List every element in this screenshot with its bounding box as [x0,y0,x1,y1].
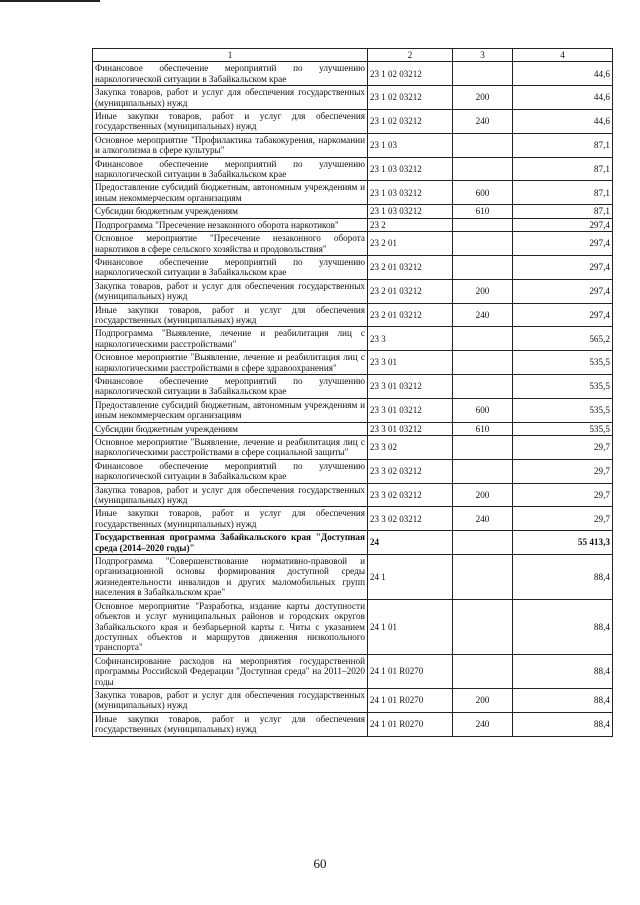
row-type-cell [453,255,513,279]
table-row [93,351,613,375]
row-code-cell: 23 3 01 03212 [368,422,453,435]
table-row [93,654,613,688]
row-code-cell: 24 1 01 R0270 [368,712,453,736]
row-code-cell: 23 1 03 [368,133,453,157]
table-row [93,205,613,218]
row-type-cell [453,157,513,181]
row-name-cell: Закупка товаров, работ и услуг для обеспечения государственных (муниципальных) нужд [93,483,368,507]
table-row [93,398,613,422]
table-row [93,555,613,600]
row-type-cell: 200 [453,483,513,507]
row-type-cell: 200 [453,279,513,303]
row-amount-cell: 88,4 [513,688,613,712]
table-row [93,531,613,555]
row-name-cell: Основное мероприятие "Пресечение незаконного оборота наркотиков в сфере сельского хозяйства и продовольствия" [93,232,368,256]
row-type-cell [453,327,513,351]
row-code-cell: 24 1 01 R0270 [368,688,453,712]
row-amount-cell: 29,7 [513,507,613,531]
row-type-cell: 610 [453,205,513,218]
row-amount-cell: 87,1 [513,133,613,157]
row-name-cell: Подпрограмма "Выявление, лечение и реабилитация лиц с наркологическими расстройствами" [93,327,368,351]
row-name-cell: Основное мероприятие "Разработка, издание карты доступности объектов и услуг муниципальных районов и городских округов Забайкальского края и безбарьерной карты г. Читы с указанием доступных объектов и маршрутов движения низкопольного транспорта" [93,599,368,654]
row-name-cell: Финансовое обеспечение мероприятий по улучшению наркологической ситуации в Забайкальском крае [93,157,368,181]
row-amount-cell: 535,5 [513,398,613,422]
row-amount-cell: 535,5 [513,422,613,435]
table-row [93,327,613,351]
row-type-cell [453,374,513,398]
table-row [93,232,613,256]
header-col-2: 2 [368,49,453,62]
table-header-row [93,49,613,62]
row-code-cell: 23 2 01 [368,232,453,256]
row-name-cell: Субсидии бюджетным учреждениям [93,422,368,435]
row-type-cell [453,599,513,654]
table-row [93,374,613,398]
table-row [93,157,613,181]
row-name-cell: Иные закупки товаров, работ и услуг для обеспечения государственных (муниципальных) нужд [93,507,368,531]
row-code-cell: 23 2 [368,218,453,231]
row-code-cell: 24 [368,531,453,555]
row-type-cell: 610 [453,422,513,435]
row-name-cell: Основное мероприятие "Профилактика табакокурения, наркомании и алкоголизма в сфере культуры" [93,133,368,157]
row-type-cell: 240 [453,507,513,531]
row-amount-cell: 297,4 [513,232,613,256]
row-name-cell: Финансовое обеспечение мероприятий по улучшению наркологической ситуации в Забайкальском крае [93,62,368,86]
row-amount-cell: 55 413,3 [513,531,613,555]
row-amount-cell: 297,4 [513,279,613,303]
row-type-cell [453,62,513,86]
row-amount-cell: 29,7 [513,483,613,507]
row-amount-cell: 44,6 [513,86,613,110]
table-row [93,181,613,205]
row-amount-cell: 565,2 [513,327,613,351]
row-amount-cell: 87,1 [513,157,613,181]
row-amount-cell: 44,6 [513,110,613,134]
top-border-line [0,0,100,2]
table-row [93,62,613,86]
row-code-cell: 23 3 02 [368,436,453,460]
row-type-cell [453,436,513,460]
row-name-cell: Финансовое обеспечение мероприятий по улучшению наркологической ситуации в Забайкальском крае [93,459,368,483]
table-row [93,436,613,460]
row-code-cell: 23 3 [368,327,453,351]
row-amount-cell: 297,4 [513,218,613,231]
row-name-cell: Закупка товаров, работ и услуг для обеспечения государственных (муниципальных) нужд [93,86,368,110]
table-row [93,133,613,157]
row-code-cell: 23 1 03 03212 [368,205,453,218]
row-type-cell: 600 [453,181,513,205]
table-row [93,422,613,435]
row-name-cell: Основное мероприятие "Выявление, лечение и реабилитация лиц с наркологическими расстройствами в сфере социальной защиты" [93,436,368,460]
header-col-1: 1 [93,49,368,62]
row-name-cell: Подпрограмма "Пресечение незаконного оборота наркотиков" [93,218,368,231]
row-name-cell: Иные закупки товаров, работ и услуг для обеспечения государственных (муниципальных) нужд [93,712,368,736]
table-row [93,688,613,712]
row-name-cell: Закупка товаров, работ и услуг для обеспечения государственных (муниципальных) нужд [93,279,368,303]
page-number: 60 [313,856,327,871]
row-code-cell: 23 1 02 03212 [368,86,453,110]
row-amount-cell: 87,1 [513,181,613,205]
row-name-cell: Иные закупки товаров, работ и услуг для обеспечения государственных (муниципальных) нужд [93,110,368,134]
row-amount-cell: 535,5 [513,351,613,375]
table-row [93,459,613,483]
row-type-cell: 200 [453,688,513,712]
row-code-cell: 23 3 02 03212 [368,507,453,531]
row-type-cell [453,654,513,688]
row-name-cell: Иные закупки товаров, работ и услуг для обеспечения государственных (муниципальных) нужд [93,303,368,327]
row-amount-cell: 29,7 [513,436,613,460]
row-code-cell: 23 2 01 03212 [368,303,453,327]
row-name-cell: Основное мероприятие "Выявление, лечение и реабилитация лиц с наркологическими расстройствами в сфере здравоохранения" [93,351,368,375]
row-name-cell: Закупка товаров, работ и услуг для обеспечения государственных (муниципальных) нужд [93,688,368,712]
row-type-cell [453,218,513,231]
row-code-cell: 23 1 02 03212 [368,110,453,134]
row-code-cell: 24 1 01 [368,599,453,654]
table-row [93,218,613,231]
row-type-cell: 240 [453,110,513,134]
table-row [93,507,613,531]
row-code-cell: 23 3 02 03212 [368,459,453,483]
row-type-cell [453,351,513,375]
row-amount-cell: 44,6 [513,62,613,86]
row-amount-cell: 88,4 [513,712,613,736]
row-type-cell [453,459,513,483]
row-type-cell: 200 [453,86,513,110]
row-amount-cell: 87,1 [513,205,613,218]
row-type-cell [453,555,513,600]
row-code-cell: 23 1 03 03212 [368,181,453,205]
row-name-cell: Субсидии бюджетным учреждениям [93,205,368,218]
table-body [93,62,613,736]
budget-table [92,48,613,737]
table-row [93,303,613,327]
table-row [93,712,613,736]
row-type-cell [453,232,513,256]
header-col-3: 3 [453,49,513,62]
row-amount-cell: 535,5 [513,374,613,398]
row-amount-cell: 297,4 [513,255,613,279]
row-name-cell: Софинансирование расходов на мероприятия государственной программы Российской Федерации "Доступная среда" на 2011–2020 годы [93,654,368,688]
row-code-cell: 23 1 02 03212 [368,62,453,86]
table-row [93,110,613,134]
row-amount-cell: 88,4 [513,599,613,654]
row-type-cell [453,531,513,555]
row-amount-cell: 88,4 [513,555,613,600]
row-code-cell: 24 1 01 R0270 [368,654,453,688]
row-code-cell: 23 3 01 03212 [368,374,453,398]
row-code-cell: 23 3 02 03212 [368,483,453,507]
table-row [93,255,613,279]
row-type-cell: 240 [453,712,513,736]
table-row [93,483,613,507]
row-code-cell: 24 1 [368,555,453,600]
row-name-cell: Подпрограмма "Совершенствование нормативно-правовой и организационной основы формирования доступной среды жизнедеятельности инвалидов и других маломобильных групп населения в Забайкальском крае" [93,555,368,600]
table-row [93,279,613,303]
row-code-cell: 23 2 01 03212 [368,279,453,303]
row-code-cell: 23 3 01 03212 [368,398,453,422]
row-name-cell: Государственная программа Забайкальского края "Доступная среда (2014–2020 годы)" [93,531,368,555]
table-row [93,599,613,654]
row-name-cell: Предоставление субсидий бюджетным, автономным учреждениям и иным некоммерческим организациям [93,181,368,205]
row-name-cell: Финансовое обеспечение мероприятий по улучшению наркологической ситуации в Забайкальском крае [93,374,368,398]
table-row [93,86,613,110]
row-code-cell: 23 1 03 03212 [368,157,453,181]
row-type-cell: 240 [453,303,513,327]
row-amount-cell: 297,4 [513,303,613,327]
row-amount-cell: 29,7 [513,459,613,483]
row-code-cell: 23 2 01 03212 [368,255,453,279]
row-type-cell [453,133,513,157]
header-col-4: 4 [513,49,613,62]
row-type-cell: 600 [453,398,513,422]
row-name-cell: Предоставление субсидий бюджетным, автономным учреждениям и иным некоммерческим организациям [93,398,368,422]
row-code-cell: 23 3 01 [368,351,453,375]
row-name-cell: Финансовое обеспечение мероприятий по улучшению наркологической ситуации в Забайкальском крае [93,255,368,279]
row-amount-cell: 88,4 [513,654,613,688]
